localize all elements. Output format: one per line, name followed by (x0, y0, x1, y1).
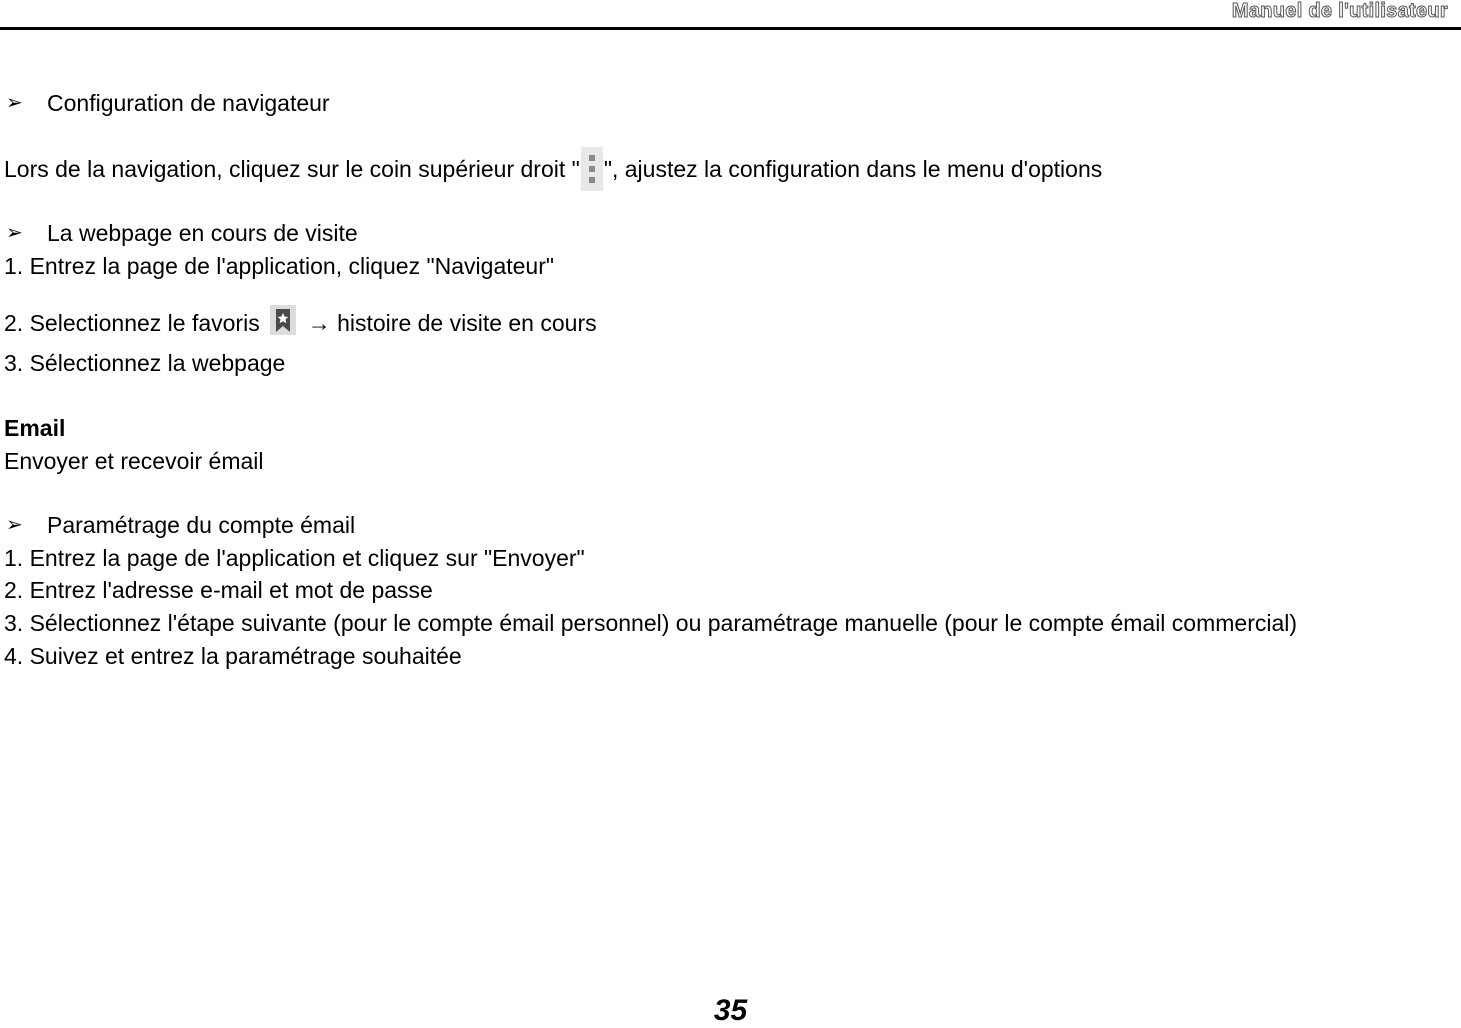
bullet-arrow-icon: ➢ (6, 222, 23, 244)
email-account-step: 4. Suivez et entrez la paramétrage souhaitée (4, 643, 462, 669)
bookmark-icon (270, 305, 296, 335)
header-rule (0, 27, 1461, 30)
email-heading: Email (4, 415, 66, 441)
email-account-title: Paramétrage du compte émail (47, 512, 356, 538)
current-webpage-step-3: 3. Sélectionnez la webpage (4, 350, 286, 376)
menu-dots-icon (581, 147, 603, 191)
header-title: Manuel de l'utilisateur (1231, 0, 1448, 22)
browser-config-title: Configuration de navigateur (47, 90, 330, 116)
bullet-arrow-icon: ➢ (6, 92, 23, 114)
current-webpage-step-1: 1. Entrez la page de l'application, cliquez "Navigateur" (4, 253, 555, 279)
current-webpage-title: La webpage en cours de visite (47, 220, 358, 246)
email-account-step: 3. Sélectionnez l'étape suivante (pour le compte émail personnel) ou paramétrage manuelle (pour le compte émail commercial) (4, 610, 1298, 636)
email-account-step: 2. Entrez l'adresse e-mail et mot de passe (4, 577, 433, 603)
email-subtitle: Envoyer et recevoir émail (4, 448, 264, 474)
current-webpage-step-2-after: → histoire de visite en cours (307, 310, 597, 336)
browser-config-text-after: ", ajustez la configuration dans le menu d'options (603, 156, 1103, 182)
browser-config-instruction (4, 147, 1102, 191)
bullet-arrow-icon: ➢ (6, 514, 23, 536)
current-webpage-step-2-before: 2. Selectionnez le favoris (4, 310, 260, 336)
current-webpage-step-2 (4, 305, 597, 337)
email-account-step: 1. Entrez la page de l'application et cliquez sur "Envoyer" (4, 545, 585, 571)
browser-config-text-before: Lors de la navigation, cliquez sur le coin supérieur droit " (4, 156, 580, 182)
page-number: 35 (713, 994, 748, 1027)
